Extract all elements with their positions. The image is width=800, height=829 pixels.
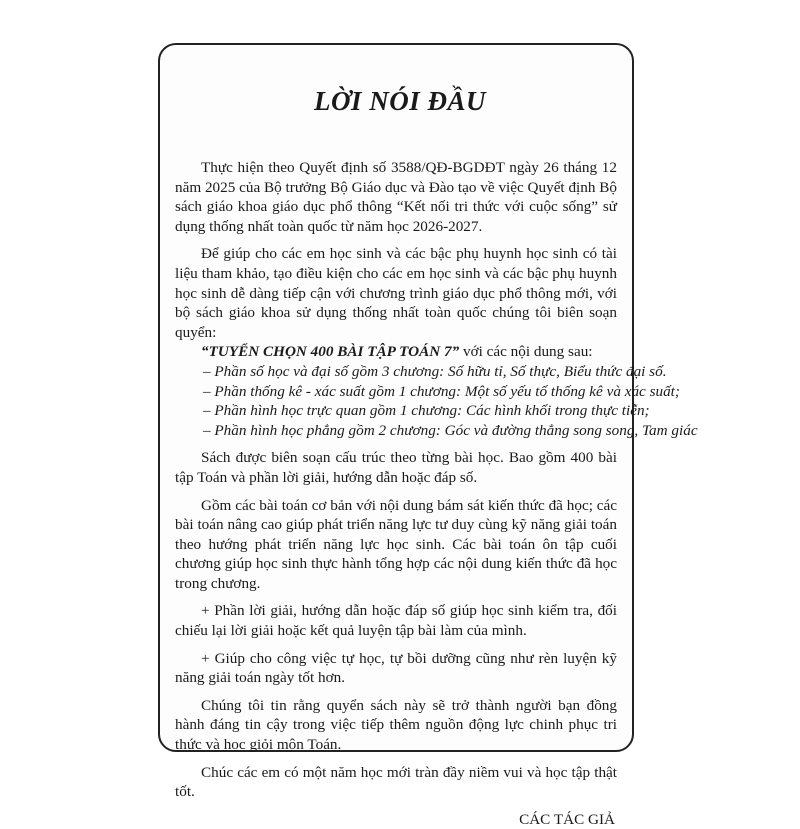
book-title-line <box>175 342 617 362</box>
content-item: – Phần thống kê - xác suất gồm 1 chương: Một số yếu tố thống kê và xác suất; <box>203 382 680 400</box>
paragraph-decision: Thực hiện theo Quyết định số 3588/QĐ-BGDĐT ngày 26 tháng 12 năm 2025 của Bộ trưởng Bộ Giáo dục và Đào tạo về việc Quyết định Bộ sách giáo khoa giáo dục phổ thông “Kết nối tri thức với cuộc sống” sử dụng thống nhất toàn quốc từ năm học 2026-2027. <box>175 159 617 235</box>
paragraph-solutions: + Phần lời giải, hướng dẫn hoặc đáp số giúp học sinh kiểm tra, đối chiếu lại lời giải hoặc kết quả luyện tập bài làm của mình. <box>175 602 617 640</box>
paragraph-wishes: Chúc các em có một năm học mới tràn đầy niềm vui và học tập thật tốt. <box>175 763 617 801</box>
paragraph-purpose: Để giúp cho các em học sinh và các bậc phụ huynh học sinh có tài liệu tham khảo, tạo điều kiện cho các em học sinh và các bậc phụ huynh học sinh dễ dàng tiếp cận với chương trình giáo dục phổ thông mới, với bộ sách giáo khoa sử dụng thống nhất toàn quốc chúng tôi biên soạn quyển: <box>175 245 617 341</box>
content-item: – Phần hình học trực quan gồm 1 chương: Các hình khối trong thực tiễn; <box>203 402 650 420</box>
page-title: LỜI NÓI ĐẦU <box>313 86 486 116</box>
book-title: “TUYỂN CHỌN 400 BÀI TẬP TOÁN 7” <box>201 343 460 361</box>
paragraph-belief: Chúng tôi tin rằng quyển sách này sẽ trở thành người bạn đồng hành đáng tin cậy trong việc tiếp thêm nguồn động lực chinh phục tri thức và học giỏi môn Toán. <box>175 696 617 754</box>
paragraph-content: Gồm các bài toán cơ bản với nội dung bám sát kiến thức đã học; các bài toán nâng cao giúp phát triển năng lực tư duy cùng kỹ năng giải toán theo hướng phát triển năng lực học sinh. Các bài toán ôn tập cuối chương giúp học sinh thực hành tổng hợp các nội dung kiến thức đã học trong chương. <box>175 496 617 592</box>
preface-body <box>175 158 698 829</box>
content-item: – Phần hình học phẳng gồm 2 chương: Góc và đường thẳng song song, Tam giác <box>203 421 698 439</box>
book-title-suffix: với các nội dung sau: <box>459 343 593 361</box>
author-signature: CÁC TÁC GIẢ <box>519 810 615 828</box>
paragraph-self-study: + Giúp cho công việc tự học, tự bồi dưỡng cũng như rèn luyện kỹ năng giải toán ngày tốt hơn. <box>175 649 617 687</box>
paragraph-structure: Sách được biên soạn cấu trúc theo từng bài học. Bao gồm 400 bài tập Toán và phần lời giải, hướng dẫn hoặc đáp số. <box>175 449 617 486</box>
content-item: – Phần số học và đại số gồm 3 chương: Số hữu tỉ, Số thực, Biểu thức đại số. <box>203 362 667 380</box>
